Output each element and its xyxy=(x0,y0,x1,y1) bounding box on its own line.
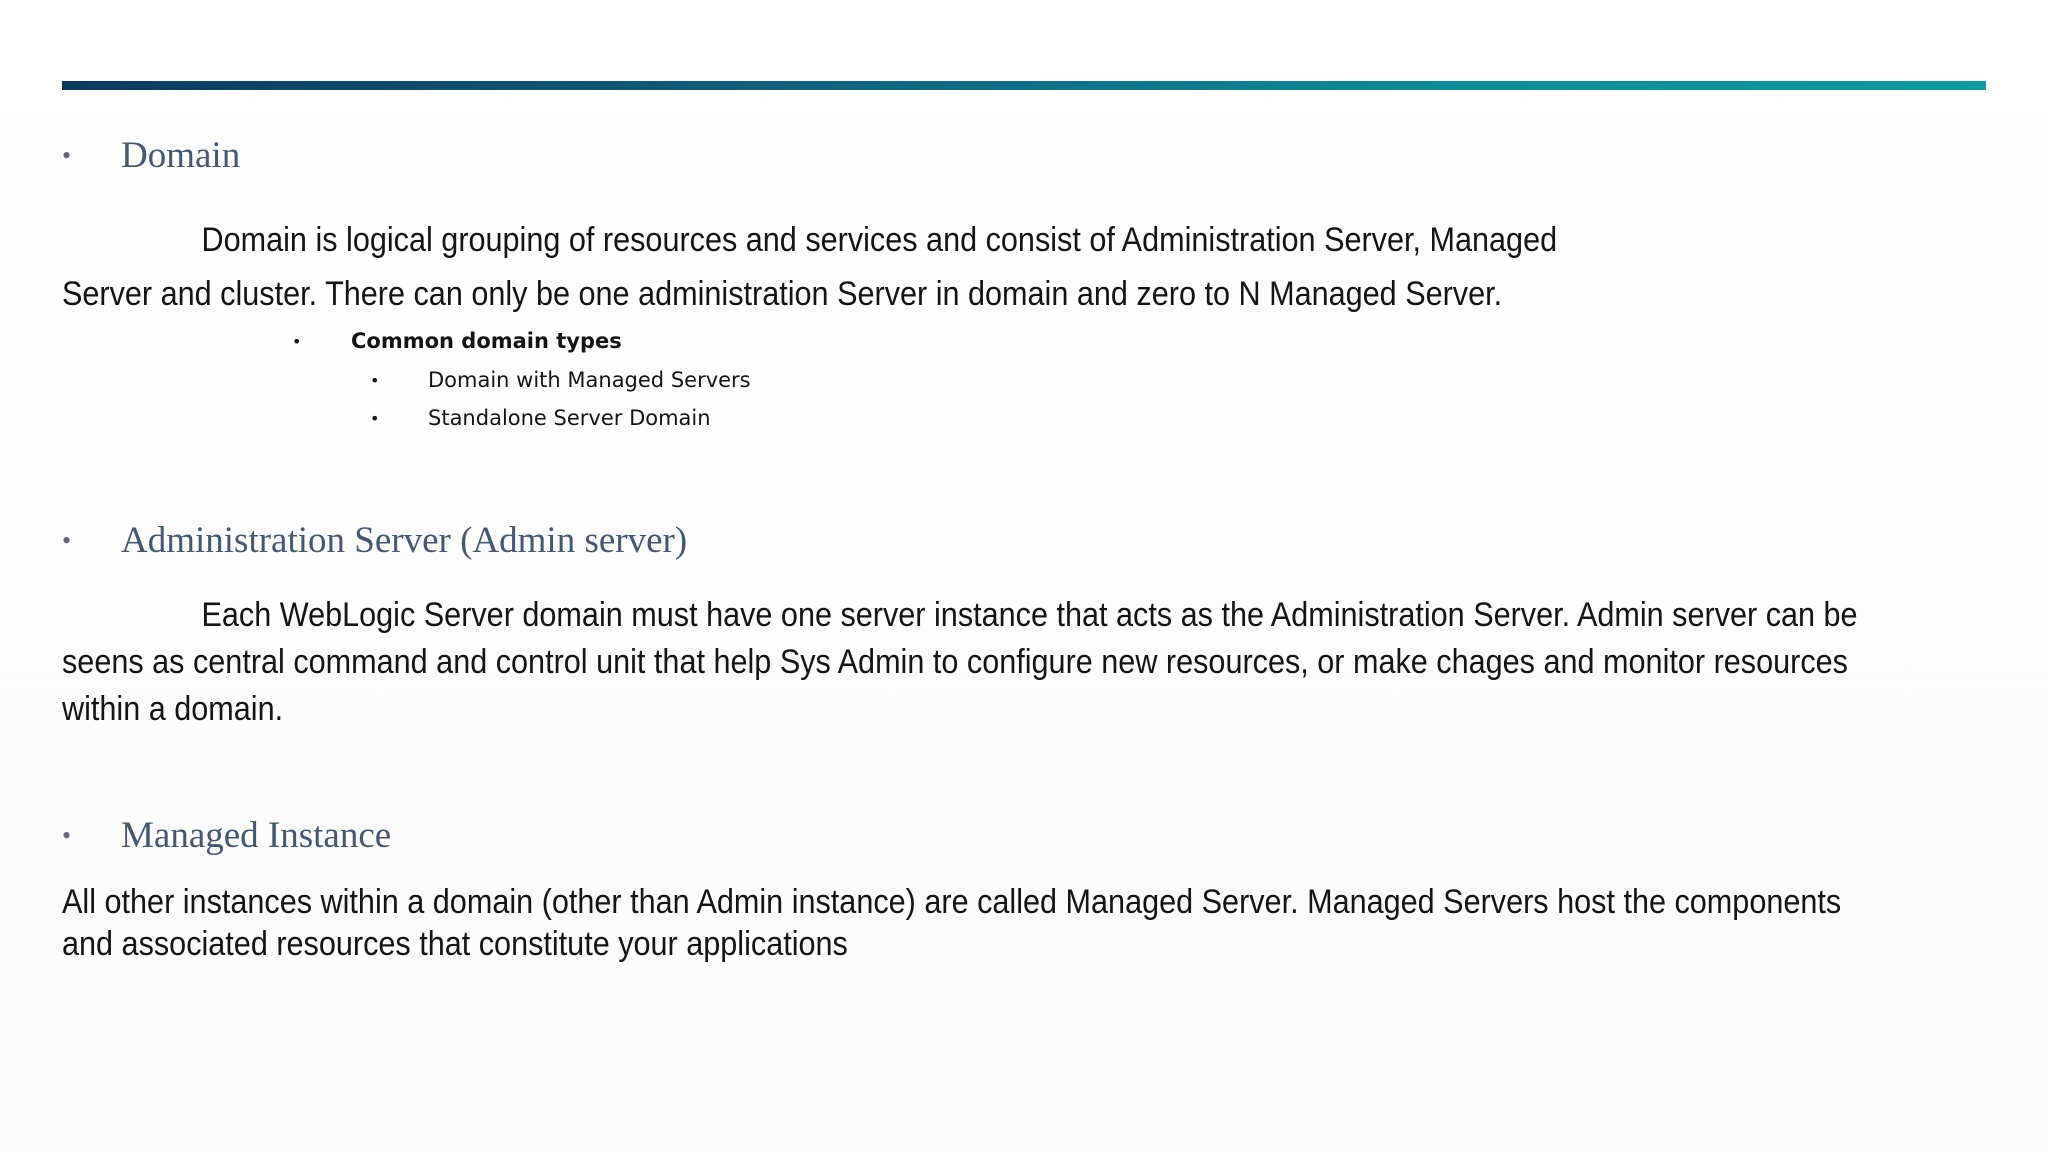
section-body-admin-server xyxy=(62,592,1858,733)
section-heading-admin-server xyxy=(62,519,687,562)
sublist-title: Common domain types xyxy=(351,329,622,353)
sublist-item-label: Domain with Managed Servers xyxy=(428,368,751,392)
bullet-icon: • xyxy=(62,820,72,850)
bullet-icon: • xyxy=(62,525,72,555)
body-line: Each WebLogic Server domain must have one server instance that acts as the Administration Server. Admin server can be xyxy=(201,596,1858,634)
body-line: Domain is logical grouping of resources and services and consist of Administration Server, Managed xyxy=(201,221,1558,259)
section-heading-text: Managed Instance xyxy=(121,815,392,856)
body-line: All other instances within a domain (other than Admin instance) are called Managed Server. Managed Servers host the components xyxy=(62,883,1842,921)
sublist-title-row xyxy=(292,329,622,353)
header-accent-rule xyxy=(62,81,1986,90)
section-heading-managed-instance xyxy=(62,814,391,857)
bullet-icon: • xyxy=(370,408,380,428)
sublist-item-label: Standalone Server Domain xyxy=(428,406,711,430)
sublist-item xyxy=(370,406,711,430)
section-heading-text: Domain xyxy=(121,135,241,176)
body-line: and associated resources that constitute your applications xyxy=(62,925,848,963)
bullet-icon: • xyxy=(370,370,380,390)
bullet-icon: • xyxy=(62,140,72,170)
section-heading-text: Administration Server (Admin server) xyxy=(121,520,688,561)
body-line: Server and cluster. There can only be one administration Server in domain and zero to N Managed Server. xyxy=(62,275,1503,313)
body-line: seens as central command and control unit that help Sys Admin to configure new resources, or make chages and monitor resources xyxy=(62,643,1848,681)
body-line: within a domain. xyxy=(62,690,284,728)
section-body-domain xyxy=(62,213,1772,321)
section-body-managed-instance xyxy=(62,881,1841,965)
bullet-icon: • xyxy=(292,331,302,351)
section-heading-domain xyxy=(62,134,240,177)
sublist-item xyxy=(370,368,751,392)
